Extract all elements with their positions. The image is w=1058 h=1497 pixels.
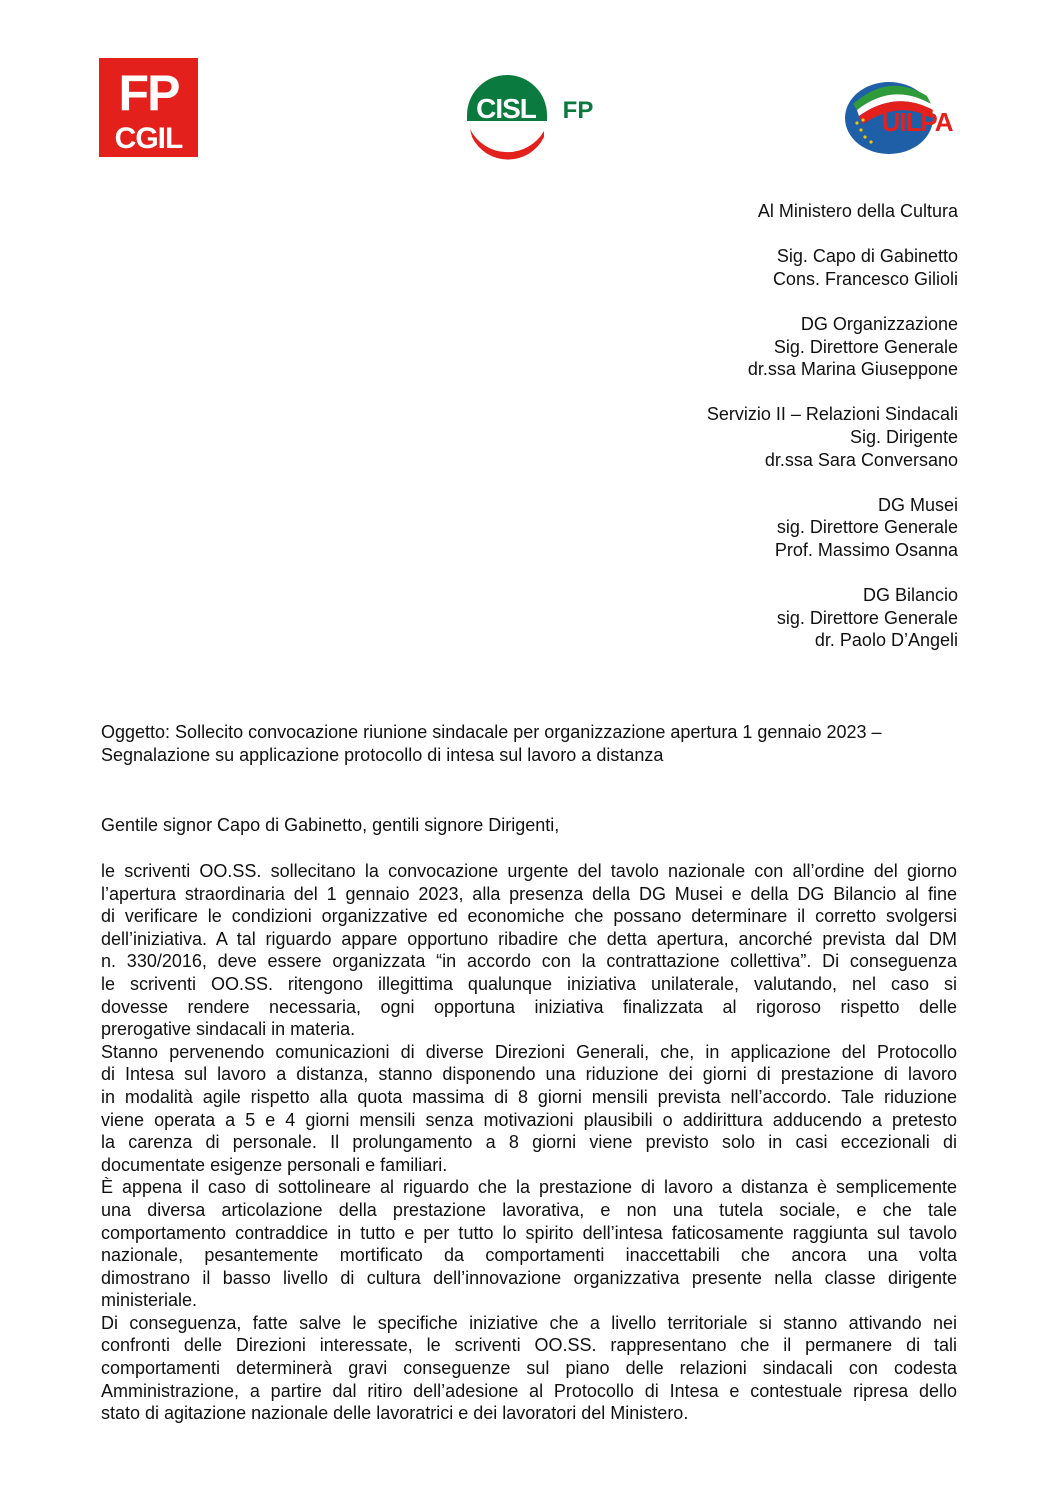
recipient-line: Sig. Direttore Generale [773, 336, 958, 357]
body-line: in modalità agile rispetto alla quota massima di 8 giorni mensili prevista nell’accordo. Tale riduzione [101, 1086, 957, 1107]
recipient-dg-organizzazione [538, 313, 958, 381]
recipient-line: Sig. Dirigente [849, 426, 958, 447]
recipient-line: Servizio II – Relazioni Sindacali [706, 404, 958, 425]
fp-cgil-logo [99, 58, 198, 157]
recipient-chief-of-cabinet [538, 245, 958, 290]
recipient-ministry [538, 200, 958, 223]
fp-cgil-logo-line1: FP [118, 65, 179, 121]
fp-cgil-logo-line2: CGIL [114, 122, 183, 155]
recipient-line: Sig. Capo di Gabinetto [776, 246, 958, 267]
recipient-line: DG Organizzazione [800, 313, 958, 334]
body-line: viene operata a 5 e 4 giorni mensili senza motivazioni plausibili o addirittura adducendo a pretesto [101, 1109, 957, 1130]
body-paragraph [101, 1176, 957, 1312]
cisl-logo-suffix: FP [562, 97, 594, 124]
recipient-line: Al Ministero della Cultura [757, 201, 958, 221]
body-paragraph [101, 1041, 957, 1177]
body-line: Stanno pervenendo comunicazioni di diverse Direzioni Generali, che, in applicazione del Protocollo [101, 1041, 957, 1062]
letter-salutation: Gentile signor Capo di Gabinetto, gentili signore Dirigenti, [101, 815, 560, 835]
body-line: dimostrano il basso livello di cultura dell’innovazione organizzativa presente nella classe dirigente [101, 1267, 957, 1288]
recipient-line: DG Musei [877, 494, 958, 515]
body-line: Amministrazione, a partire dal ritiro dell’adesione al Protocollo di Intesa e contestuale ripresa dello [101, 1380, 957, 1401]
recipients-block [538, 200, 958, 674]
body-line: di Intesa sul lavoro a distanza, stanno disponendo una riduzione dei giorni di prestazione di lavoro [101, 1064, 957, 1085]
body-paragraph [101, 860, 957, 1041]
body-line: l’apertura straordinaria del 1 gennaio 2023, alla presenza della DG Musei e della DG Bilancio al fine [101, 883, 957, 904]
body-paragraph [101, 1312, 957, 1425]
body-line: stato di agitazione nazionale delle lavoratrici e dei lavoratori del Ministero. [101, 1403, 689, 1424]
body-line: Di conseguenza, fatte salve le specifiche iniziative che a livello territoriale si stanno attivando nei [101, 1312, 957, 1333]
recipient-line: sig. Direttore Generale [776, 607, 958, 628]
recipient-line: dr.ssa Sara Conversano [764, 449, 958, 470]
letter-subject [101, 721, 961, 766]
subject-line-2: Segnalazione su applicazione protocollo di intesa sul lavoro a distanza [101, 744, 664, 765]
uilpa-logo-text: UILPA [881, 107, 953, 137]
cisl-fp-logo [462, 69, 598, 161]
body-line: le scriventi OO.SS. ritengono illegittima qualunque iniziativa unilaterale, valutando, nel caso si [101, 973, 957, 994]
body-line: dell’iniziativa. A tal riguardo appare opportuno ribadire che detta apertura, ancorché prevista dal DM [101, 928, 957, 949]
recipient-dg-musei [538, 494, 958, 562]
body-line: comportamento contraddice in tutto e per tutto lo spirito dell’intesa faticosamente raggiunta sul tavolo [101, 1222, 957, 1243]
recipient-line: DG Bilancio [862, 585, 958, 606]
letter-body [101, 860, 957, 1425]
uilpa-logo [843, 74, 963, 158]
recipient-line: dr.ssa Marina Giuseppone [747, 359, 958, 380]
body-line: È appena il caso di sottolineare al riguardo che la prestazione di lavoro a distanza è semplicemente [101, 1177, 957, 1198]
body-line: una diversa articolazione della prestazione lavorativa, e non una tutela sociale, e che tale [101, 1199, 957, 1220]
body-line: nazionale, pesantemente mortificato da comportamenti inaccettabili che ancora una volta [101, 1245, 957, 1266]
body-line: le scriventi OO.SS. sollecitano la convocazione urgente del tavolo nazionale con all’ordine del giorno [101, 861, 957, 881]
body-line: n. 330/2016, deve essere organizzata “in accordo con la contrattazione collettiva”. Di conseguenza [101, 951, 957, 972]
recipient-line: sig. Direttore Generale [776, 517, 958, 538]
recipient-line: dr. Paolo D’Angeli [814, 630, 958, 651]
body-line: di verificare le condizioni organizzative ed economiche che possano determinare il corretto svolgersi [101, 906, 957, 927]
body-line: prerogative sindacali in materia. [101, 1019, 356, 1040]
body-line: ministeriale. [101, 1290, 198, 1311]
recipient-dg-bilancio [538, 584, 958, 652]
body-line: la carenza di personale. Il prolungamento a 8 giorni viene previsto solo in casi eccezionali di [101, 1132, 957, 1153]
recipient-servizio-ii [538, 403, 958, 471]
body-line: confronti delle Direzioni interessate, le scriventi OO.SS. rappresentano che il permanere di tali [101, 1335, 957, 1356]
body-line: comportamenti determinerà gravi conseguenze sul piano delle relazioni sindacali con codesta [101, 1358, 957, 1379]
recipient-line: Cons. Francesco Gilioli [772, 268, 958, 289]
body-line: documentate esigenze personali e familiari. [101, 1154, 448, 1175]
body-line: dovesse rendere necessaria, ogni opportuna iniziativa finalizzata al rigoroso rispetto delle [101, 996, 957, 1017]
cisl-logo-text: CISL [476, 93, 536, 124]
recipient-line: Prof. Massimo Osanna [774, 539, 958, 560]
subject-line-1: Oggetto: Sollecito convocazione riunione sindacale per organizzazione apertura 1 gennaio 2023 – [101, 722, 882, 742]
